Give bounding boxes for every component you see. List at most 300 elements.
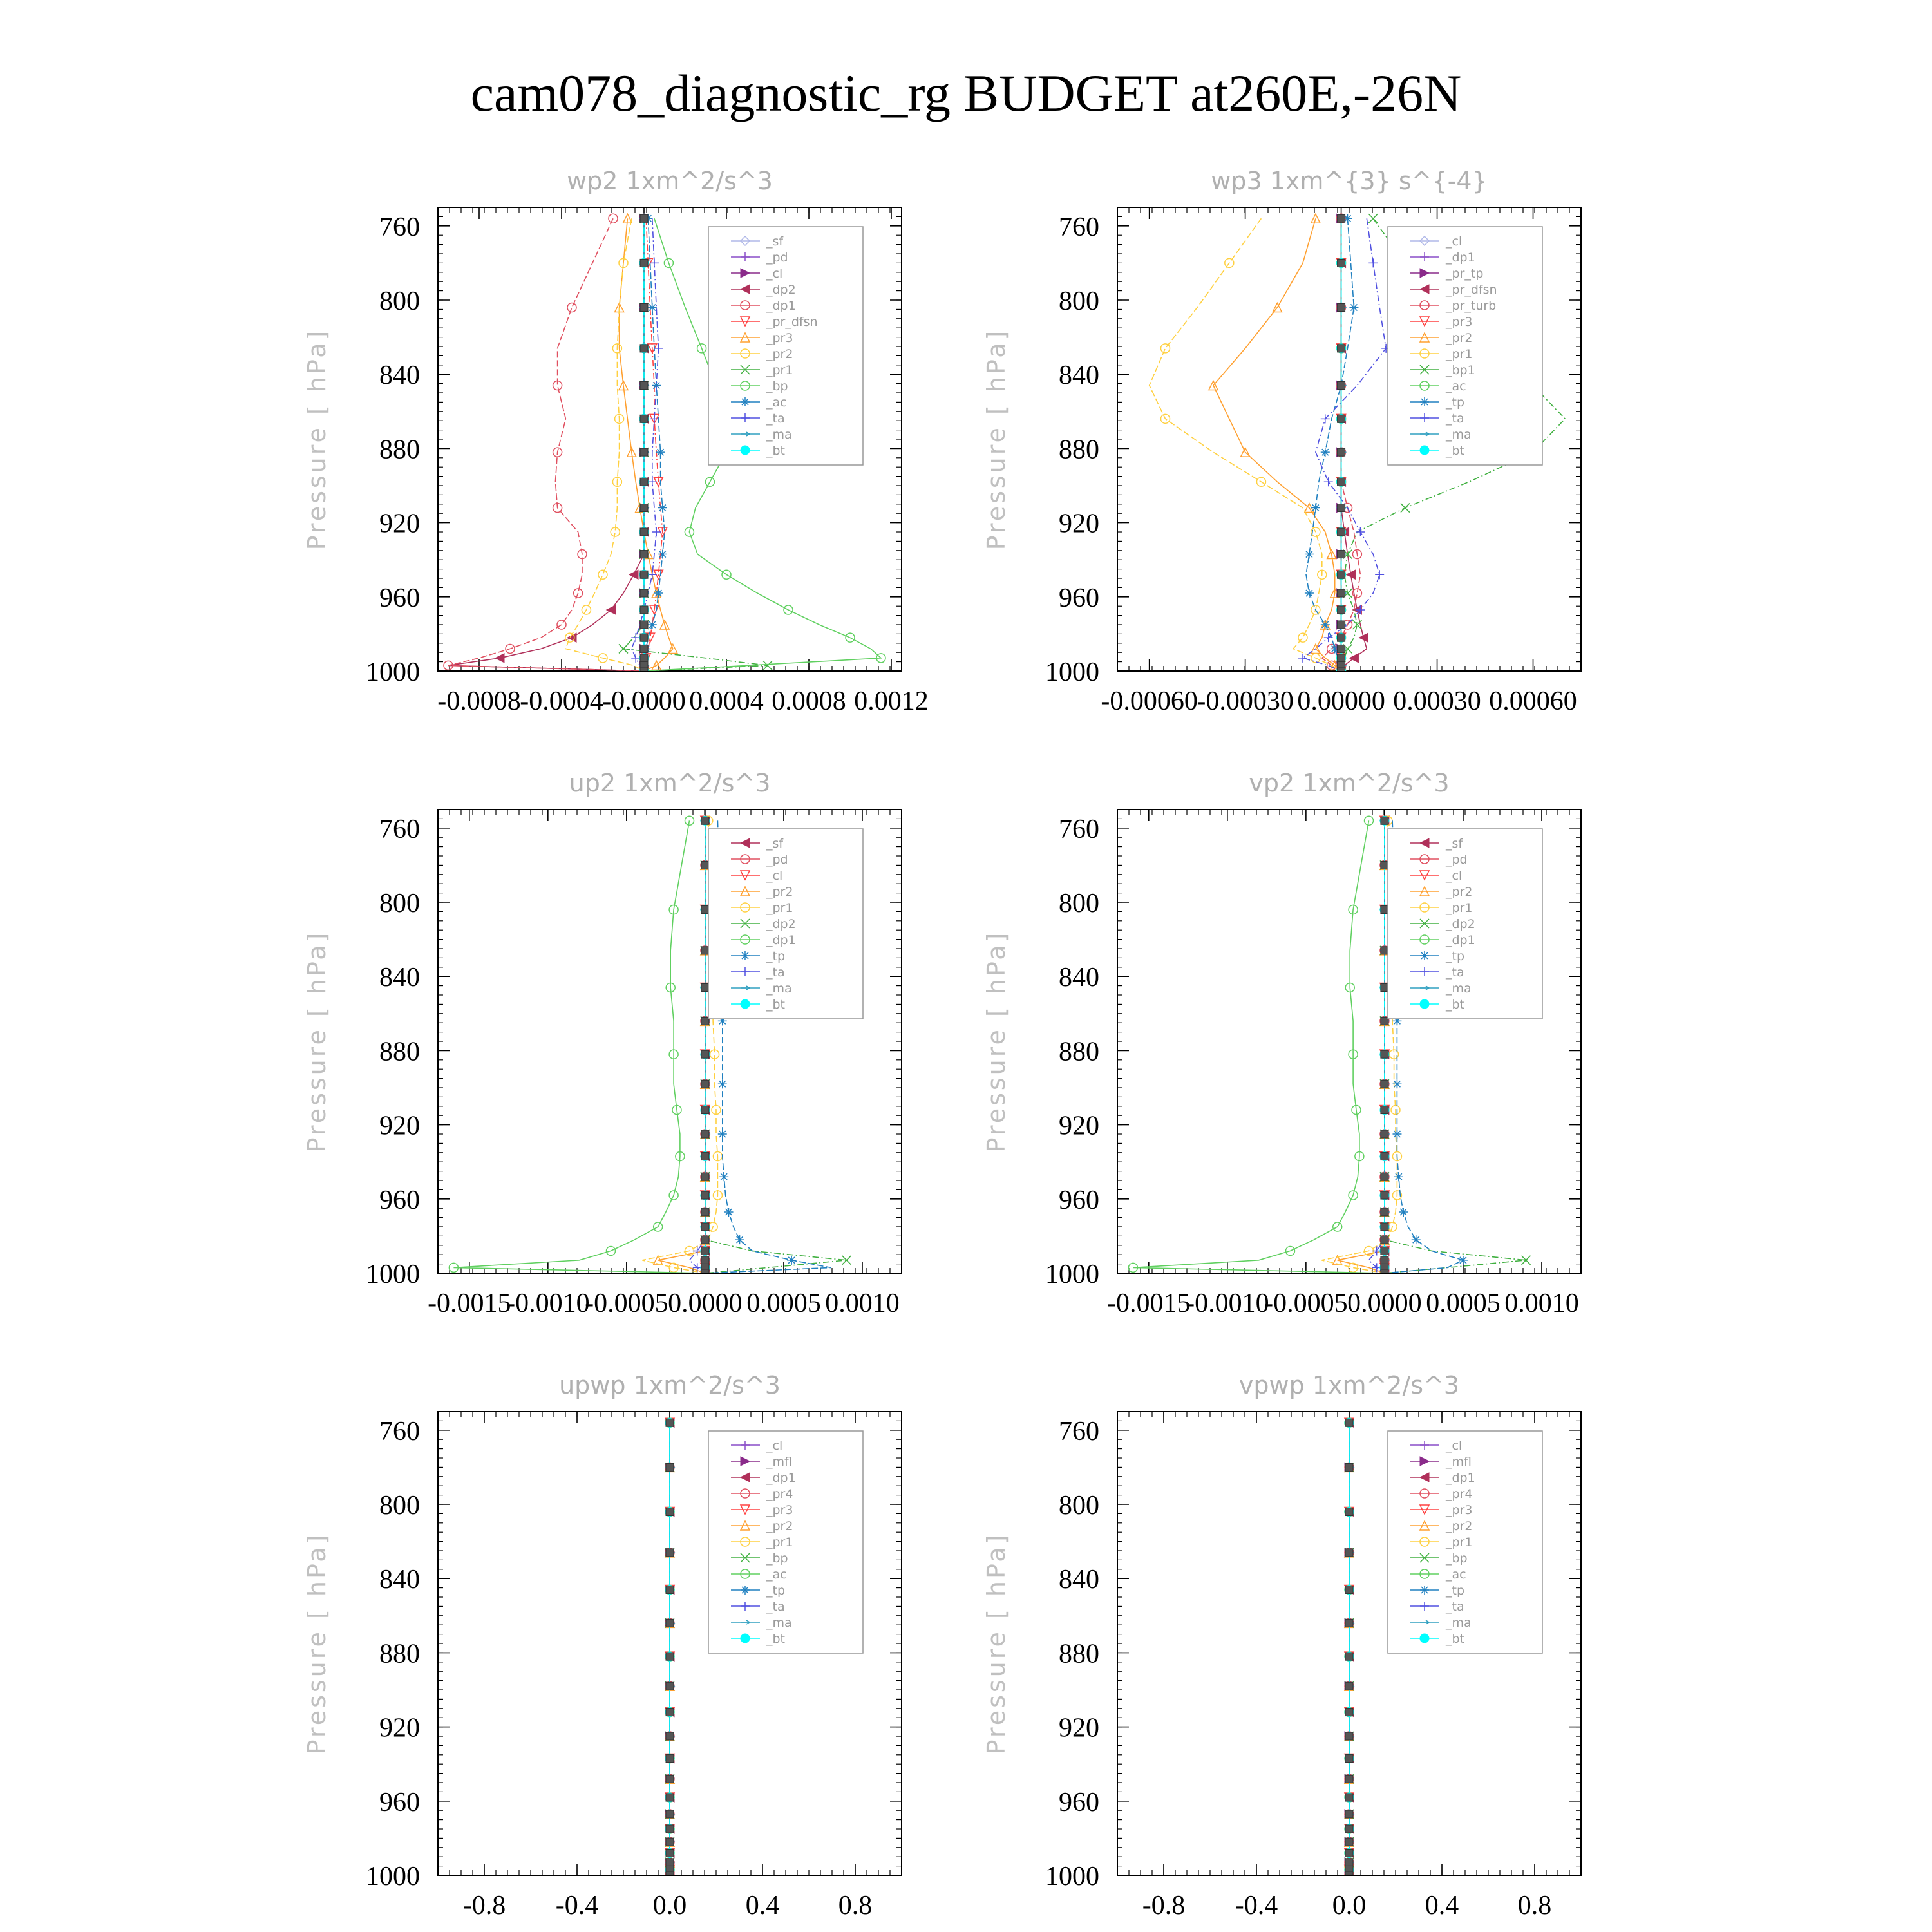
- y-tick-label: 960: [1059, 583, 1099, 613]
- zero-stack-marker: [1381, 983, 1388, 991]
- zero-stack-marker: [1381, 1236, 1388, 1244]
- legend-label: _ac: [766, 1567, 787, 1582]
- legend-marker: [1420, 951, 1429, 960]
- data-point: [648, 477, 657, 486]
- series-line: [565, 218, 644, 671]
- legend-label: _pr2: [1446, 885, 1473, 899]
- legend-label: _dp2: [766, 283, 796, 297]
- zero-stack-marker: [701, 1017, 709, 1025]
- zero-stack-marker: [640, 551, 648, 558]
- data-point: [1349, 1263, 1358, 1272]
- legend-label: _dp1: [1446, 1471, 1475, 1485]
- zero-stack-marker: [1338, 634, 1345, 641]
- legend-label: _cl: [1446, 1439, 1463, 1453]
- x-tick-label: 0.0000: [1347, 1289, 1422, 1318]
- y-tick-label: 800: [379, 889, 420, 918]
- legend-label: _cl: [1446, 869, 1463, 883]
- legend-label: _ta: [1446, 1600, 1464, 1614]
- zero-stack-marker: [666, 1838, 674, 1846]
- series-line: [1338, 820, 1385, 1273]
- data-point: [656, 448, 665, 457]
- data-point: [1401, 504, 1410, 513]
- zero-stack-marker: [701, 1153, 709, 1160]
- data-point: [557, 620, 566, 629]
- legend-label: _dp2: [766, 917, 796, 931]
- y-tick-label: 1000: [366, 658, 420, 687]
- zero-stack-marker: [666, 1463, 674, 1471]
- series-line: [1133, 820, 1384, 1273]
- legend-marker: [1420, 999, 1429, 1009]
- legend-label: _pr2: [1446, 331, 1473, 345]
- y-tick-label: 800: [379, 287, 420, 316]
- zero-stack-marker: [1345, 1419, 1353, 1426]
- y-axis-label: Pressure [ hPa]: [982, 1532, 1010, 1755]
- zero-stack-marker: [1345, 1709, 1353, 1716]
- y-tick-label: 920: [1059, 1111, 1099, 1141]
- zero-stack-marker: [1381, 1130, 1388, 1138]
- zero-stack-marker: [1381, 1208, 1388, 1216]
- y-tick-label: 920: [379, 1713, 420, 1743]
- zero-stack-marker: [1381, 906, 1388, 914]
- zero-stack-marker: [1338, 304, 1345, 312]
- zero-stack-marker: [1345, 1586, 1353, 1593]
- x-tick-label: 0.0: [1332, 1891, 1367, 1920]
- legend-label: _ta: [766, 965, 785, 980]
- x-tick-label: 0.0012: [854, 687, 929, 716]
- zero-stack-marker: [1338, 667, 1345, 675]
- y-tick-label: 840: [379, 361, 420, 391]
- y-axis-label: Pressure [ hPa]: [303, 1532, 331, 1755]
- series-layer: [665, 1418, 674, 1880]
- zero-stack-marker: [1381, 1080, 1388, 1088]
- y-tick-label: 920: [379, 1111, 420, 1141]
- zero-stack-marker: [640, 589, 648, 597]
- y-tick-label: 880: [1059, 1037, 1099, 1067]
- series-line: [1213, 218, 1341, 671]
- zero-stack-marker: [666, 1732, 674, 1740]
- zero-stack-marker: [666, 1859, 674, 1866]
- data-point: [1349, 654, 1358, 663]
- panel-title: up2 1xm^2/s^3: [569, 769, 771, 797]
- zero-stack-marker: [701, 1269, 709, 1277]
- y-tick-label: 880: [1059, 435, 1099, 465]
- legend-label: _bt: [1446, 998, 1465, 1012]
- zero-stack-marker: [1345, 1549, 1353, 1557]
- y-axis-label: Pressure [ hPa]: [982, 930, 1010, 1153]
- y-tick-label: 920: [1059, 509, 1099, 539]
- data-point: [1349, 303, 1358, 312]
- legend-marker: [741, 999, 750, 1009]
- data-point: [1160, 344, 1170, 353]
- data-point: [1311, 214, 1320, 223]
- data-point: [631, 633, 640, 642]
- data-point: [1392, 1079, 1401, 1088]
- legend-label: _cl: [766, 1439, 783, 1453]
- zero-stack-marker: [701, 817, 709, 824]
- legend-label: _sf: [766, 234, 784, 249]
- x-tick-label: -0.0005: [585, 1289, 668, 1318]
- legend-marker: [1420, 1586, 1429, 1595]
- data-point: [1356, 527, 1365, 536]
- legend-label: _pr1: [1446, 1535, 1473, 1549]
- y-tick-label: 800: [379, 1491, 420, 1520]
- zero-stack-marker: [640, 381, 648, 389]
- y-tick-label: 960: [379, 583, 420, 613]
- y-tick-label: 800: [1059, 889, 1099, 918]
- zero-stack-marker: [1345, 1825, 1353, 1833]
- data-point: [654, 344, 663, 353]
- zero-stack-marker: [1338, 415, 1345, 422]
- x-tick-label: -0.0005: [1264, 1289, 1348, 1318]
- zero-stack-marker: [701, 1208, 709, 1216]
- legend-label: _dp1: [766, 933, 796, 947]
- legend-label: _tp: [1446, 949, 1465, 963]
- zero-stack-marker: [1345, 1682, 1353, 1690]
- zero-stack-marker: [1345, 1732, 1353, 1740]
- zero-stack-marker: [666, 1653, 674, 1660]
- data-point: [1305, 589, 1314, 598]
- chart-panel: [982, 769, 1581, 1318]
- zero-stack-marker: [666, 1825, 674, 1833]
- legend-label: _ma: [1446, 981, 1472, 996]
- legend-label: _pd: [766, 853, 788, 867]
- data-point: [787, 1256, 796, 1265]
- series-line: [448, 218, 644, 671]
- zero-stack-marker: [701, 1236, 709, 1244]
- zero-stack-marker: [640, 634, 648, 641]
- zero-stack-marker: [1338, 589, 1345, 597]
- zero-stack-marker: [666, 1619, 674, 1627]
- y-tick-label: 920: [379, 509, 420, 539]
- legend-label: _pr_turb: [1446, 299, 1497, 313]
- legend-label: _pr1: [766, 363, 793, 377]
- y-tick-label: 1000: [1045, 658, 1099, 687]
- zero-stack-marker: [1345, 1508, 1353, 1516]
- zero-stack-marker: [666, 1810, 674, 1818]
- zero-stack-marker: [701, 1130, 709, 1138]
- legend-label: _ta: [766, 412, 785, 426]
- data-point: [718, 1130, 727, 1139]
- zero-stack-marker: [1338, 571, 1345, 578]
- x-tick-label: 0.00000: [1297, 687, 1385, 716]
- x-tick-label: -0.8: [462, 1891, 506, 1920]
- x-tick-label: 0.0005: [1426, 1289, 1501, 1318]
- data-point: [1305, 550, 1314, 559]
- x-tick-label: 0.0010: [1504, 1289, 1579, 1318]
- y-tick-label: 760: [379, 212, 420, 242]
- data-point: [1392, 1130, 1401, 1139]
- legend-label: _ac: [1446, 1567, 1466, 1582]
- data-point: [1394, 1172, 1403, 1181]
- panel-title: vp2 1xm^2/s^3: [1249, 769, 1450, 797]
- x-tick-label: -0.4: [1235, 1891, 1278, 1920]
- legend-label: _ac: [1446, 379, 1466, 393]
- series-line: [1321, 820, 1397, 1273]
- zero-stack-marker: [1345, 1653, 1353, 1660]
- zero-stack-marker: [701, 947, 709, 954]
- legend-label: _pr1: [1446, 347, 1473, 361]
- zero-stack-marker: [701, 1223, 709, 1231]
- zero-stack-marker: [666, 1775, 674, 1783]
- x-tick-label: 0.4: [745, 1891, 780, 1920]
- x-tick-label: 0.8: [1517, 1891, 1552, 1920]
- legend-label: _pr2: [766, 347, 793, 361]
- zero-stack-marker: [666, 1849, 674, 1857]
- legend-label: _pr2: [1446, 1519, 1473, 1533]
- data-point: [1365, 816, 1374, 825]
- x-tick-label: 0.0004: [689, 687, 764, 716]
- legend-label: _pd: [1446, 853, 1468, 867]
- x-tick-label: 0.4: [1425, 1891, 1459, 1920]
- zero-stack-marker: [640, 478, 648, 486]
- zero-stack-marker: [640, 645, 648, 652]
- zero-stack-marker: [666, 1755, 674, 1763]
- zero-stack-marker: [1345, 1755, 1353, 1763]
- y-axis-label: Pressure [ hPa]: [982, 328, 1010, 551]
- legend-label: _cl: [766, 267, 783, 281]
- zero-stack-marker: [640, 606, 648, 614]
- legend-label: _cl: [766, 869, 783, 883]
- chart-panel: [303, 769, 902, 1318]
- series-line: [1306, 218, 1354, 671]
- zero-stack-marker: [1338, 621, 1345, 629]
- data-point: [658, 504, 667, 513]
- zero-stack-marker: [1338, 551, 1345, 558]
- data-point: [654, 589, 663, 598]
- legend-label: _ta: [1446, 412, 1464, 426]
- legend-label: _ta: [766, 1600, 785, 1614]
- y-tick-label: 760: [1059, 1416, 1099, 1446]
- y-tick-label: 840: [379, 1565, 420, 1595]
- data-point: [1324, 477, 1333, 486]
- zero-stack-marker: [640, 667, 648, 675]
- zero-stack-marker: [640, 259, 648, 267]
- legend-marker: [741, 951, 750, 960]
- data-point: [735, 1235, 744, 1244]
- y-tick-label: 960: [379, 1787, 420, 1817]
- x-tick-label: -0.00060: [1101, 687, 1198, 716]
- zero-stack-marker: [701, 1191, 709, 1199]
- zero-stack-marker: [1338, 381, 1345, 389]
- legend-label: _ma: [1446, 1616, 1472, 1630]
- series-layer: [1345, 1418, 1354, 1880]
- legend-label: _bt: [1446, 1632, 1465, 1646]
- y-tick-label: 840: [1059, 1565, 1099, 1595]
- x-tick-label: 0.0005: [746, 1289, 821, 1318]
- y-tick-label: 960: [379, 1185, 420, 1215]
- y-tick-label: 1000: [1045, 1260, 1099, 1289]
- y-axis-label: Pressure [ hPa]: [303, 328, 331, 551]
- y-tick-label: 760: [379, 814, 420, 844]
- zero-stack-marker: [1381, 947, 1388, 954]
- zero-stack-marker: [1381, 1191, 1388, 1199]
- zero-stack-marker: [666, 1508, 674, 1516]
- legend-label: _bp: [766, 1551, 788, 1566]
- series-line: [1150, 218, 1341, 671]
- legend-label: _sf: [1446, 837, 1463, 851]
- legend-marker: [741, 1586, 750, 1595]
- zero-stack-marker: [701, 906, 709, 914]
- data-point: [609, 214, 618, 223]
- legend-label: _pr4: [766, 1487, 793, 1501]
- y-tick-label: 960: [1059, 1185, 1099, 1215]
- legend-label: _ma: [1446, 428, 1472, 442]
- x-tick-label: 0.0000: [668, 1289, 743, 1318]
- series-line: [632, 218, 659, 671]
- legend-label: _ma: [766, 428, 792, 442]
- legend-label: _dp1: [1446, 251, 1475, 265]
- legend-label: _pr_dfsn: [1446, 283, 1497, 297]
- zero-stack-marker: [1338, 214, 1345, 222]
- legend-label: _tp: [1446, 1584, 1465, 1598]
- y-tick-label: 880: [1059, 1639, 1099, 1669]
- data-point: [1298, 633, 1307, 642]
- zero-stack-marker: [1381, 1017, 1388, 1025]
- data-point: [648, 570, 657, 579]
- zero-stack-marker: [1381, 1050, 1388, 1058]
- legend-label: _cl: [1446, 234, 1463, 249]
- zero-stack-marker: [1345, 1794, 1353, 1801]
- x-tick-label: -0.0008: [437, 687, 521, 716]
- data-point: [724, 1208, 734, 1217]
- legend-label: _bt: [766, 444, 786, 458]
- legend-label: _ma: [766, 1616, 792, 1630]
- legend-label: _ta: [1446, 965, 1464, 980]
- zero-stack-marker: [1345, 1619, 1353, 1627]
- zero-stack-marker: [640, 448, 648, 456]
- y-tick-label: 880: [379, 435, 420, 465]
- legend-label: _dp2: [1446, 917, 1475, 931]
- legend-marker: [1420, 446, 1429, 455]
- data-point: [719, 1172, 728, 1181]
- x-tick-label: -0.00030: [1197, 687, 1294, 716]
- data-point: [1459, 1256, 1468, 1265]
- zero-stack-marker: [666, 1794, 674, 1801]
- zero-stack-marker: [1338, 259, 1345, 267]
- zero-stack-marker: [1381, 1106, 1388, 1114]
- legend-label: _bt: [766, 998, 786, 1012]
- zero-stack-marker: [1338, 345, 1345, 352]
- zero-stack-marker: [1381, 1247, 1388, 1255]
- y-tick-label: 960: [1059, 1787, 1099, 1817]
- zero-stack-marker: [1338, 645, 1345, 652]
- data-point: [1368, 258, 1378, 267]
- y-tick-label: 920: [1059, 1713, 1099, 1743]
- zero-stack-marker: [1381, 1153, 1388, 1160]
- zero-stack-marker: [701, 861, 709, 869]
- x-tick-label: -0.4: [555, 1891, 599, 1920]
- zero-stack-marker: [1345, 1849, 1353, 1857]
- zero-stack-marker: [666, 1419, 674, 1426]
- figure-title: cam078_diagnostic_rg BUDGET at260E,-26N: [470, 64, 1462, 122]
- panel-title: wp2 1xm^2/s^3: [567, 167, 773, 195]
- legend-label: _ac: [766, 395, 787, 410]
- series-line: [1341, 218, 1367, 671]
- chart-panel: [303, 167, 929, 716]
- y-tick-label: 760: [1059, 212, 1099, 242]
- panel-title: wp3 1xm^{3} s^{-4}: [1211, 167, 1488, 195]
- x-tick-label: -0.8: [1142, 1891, 1186, 1920]
- legend-label: _pr2: [766, 885, 793, 899]
- zero-stack-marker: [640, 345, 648, 352]
- y-tick-label: 880: [379, 1639, 420, 1669]
- data-point: [495, 654, 504, 663]
- zero-stack-marker: [701, 1106, 709, 1114]
- legend-label: _tp: [1446, 395, 1465, 410]
- legend-label: _dp1: [1446, 933, 1475, 947]
- zero-stack-marker: [1381, 1223, 1388, 1231]
- zero-stack-marker: [640, 621, 648, 629]
- legend-label: _mfl: [1446, 1455, 1472, 1469]
- chart-panel: [982, 167, 1581, 716]
- zero-stack-marker: [701, 1256, 709, 1264]
- x-tick-label: 0.0008: [772, 687, 846, 716]
- legend-label: _pr_dfsn: [766, 315, 818, 329]
- zero-stack-marker: [1381, 1173, 1388, 1180]
- legend-marker: [741, 1634, 750, 1643]
- y-tick-label: 800: [1059, 1491, 1099, 1520]
- zero-stack-marker: [1381, 861, 1388, 869]
- legend-label: _tp: [766, 949, 786, 963]
- zero-stack-marker: [640, 415, 648, 422]
- series-line: [1303, 218, 1386, 671]
- x-tick-label: 0.00060: [1489, 687, 1577, 716]
- legend-label: _bp1: [1446, 363, 1475, 377]
- series-line: [448, 218, 644, 671]
- legend-label: _ma: [766, 981, 792, 996]
- legend-label: _pr3: [766, 331, 793, 345]
- zero-stack-marker: [640, 571, 648, 578]
- y-tick-label: 760: [379, 1416, 420, 1446]
- series-line: [690, 820, 705, 1273]
- zero-stack-marker: [640, 214, 648, 222]
- legend-label: _bt: [766, 1632, 786, 1646]
- legend-label: _pd: [766, 251, 788, 265]
- y-tick-label: 1000: [1045, 1862, 1099, 1891]
- x-tick-label: -0.0000: [602, 687, 686, 716]
- x-tick-label: 0.0010: [825, 1289, 900, 1318]
- legend-label: _pr1: [766, 1535, 793, 1549]
- data-point: [685, 816, 694, 825]
- x-tick-label: -0.0015: [1107, 1289, 1191, 1318]
- data-point: [629, 570, 638, 579]
- legend-label: _pr1: [766, 901, 793, 915]
- x-tick-label: 0.0: [652, 1891, 687, 1920]
- zero-stack-marker: [1345, 1871, 1353, 1879]
- legend-marker: [1420, 397, 1429, 406]
- x-tick-label: -0.0004: [520, 687, 603, 716]
- series-line: [1369, 820, 1385, 1273]
- series-line: [453, 820, 705, 1273]
- y-tick-label: 800: [1059, 287, 1099, 316]
- chart-panel: [303, 1371, 902, 1920]
- zero-stack-marker: [701, 1247, 709, 1255]
- data-point: [1359, 633, 1368, 642]
- zero-stack-marker: [1338, 606, 1345, 614]
- data-point: [1311, 504, 1320, 513]
- y-tick-label: 840: [1059, 361, 1099, 391]
- legend-label: _bp: [1446, 1551, 1468, 1566]
- zero-stack-marker: [640, 528, 648, 536]
- data-point: [669, 1263, 678, 1272]
- zero-stack-marker: [1345, 1775, 1353, 1783]
- data-point: [1321, 620, 1330, 629]
- data-point: [598, 570, 607, 579]
- zero-stack-marker: [1381, 1269, 1388, 1277]
- data-point: [1399, 1208, 1408, 1217]
- legend-marker: [1420, 1634, 1429, 1643]
- zero-stack-marker: [1338, 478, 1345, 486]
